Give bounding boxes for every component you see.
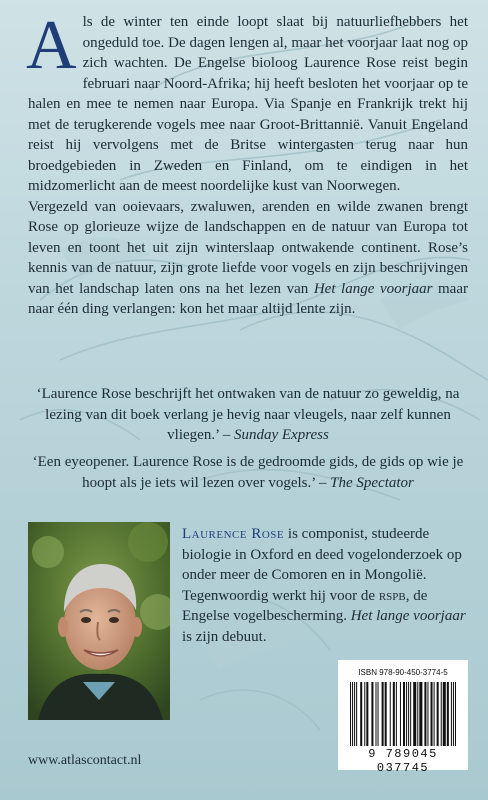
barcode-bar (393, 682, 395, 746)
book-title-inline: Het lange voorjaar (350, 608, 466, 624)
barcode-bar (371, 682, 373, 746)
book-title-inline: Het lange voorjaar (313, 280, 433, 297)
quote-text: ‘Laurence Rose beschrijft het ontwaken van de natuur zo geweldig, na lezing van dit boek verlang je hevig naar vleugels, naar zelf kunnen vliegen.’ – (36, 386, 460, 443)
blurb-paragraph-1 (26, 7, 468, 197)
barcode-bar (417, 682, 418, 746)
barcode-bar (408, 682, 409, 746)
barcode-bar (366, 682, 368, 746)
barcode-bar (406, 682, 407, 746)
barcode-bar (447, 682, 449, 746)
barcode-bar (354, 682, 355, 746)
author-bio (182, 524, 468, 647)
barcode-bar (396, 682, 397, 746)
isbn-label: ISBN 978-90-450-3774-5 (358, 668, 448, 677)
drop-cap: A (26, 7, 77, 84)
barcode-bar (424, 682, 426, 746)
barcode-bar (352, 682, 353, 746)
barcode-bar (410, 682, 411, 746)
blurb-paragraph-2-text: Vergezeld van ooievaars, zwaluwen, arenden en wilde zwanen brengt Rose op glorieuze wijze de landschappen en de natuur van Europa tot leven en toont het uit zijn winterslaap ontwakende continent. Rose’s kennis van de natuur, zijn grote liefde voor vogels en zijn beschrijvingen van het landschap laten ons na het lezen van (28, 198, 468, 297)
barcode-bar (431, 682, 433, 746)
barcode-bar (356, 682, 357, 746)
rspb-abbreviation: rspb (378, 587, 406, 604)
author-photo (28, 522, 170, 720)
barcode-bar (385, 682, 387, 746)
blurb-paragraph-2 (28, 197, 468, 320)
barcode-bar (453, 682, 454, 746)
author-bio-part-1: is componist, studeerde biologie in Oxford en deed vogelonderzoek op onder meer de Comoren en in Mongolië. Tegenwoordig werkt hij voor de (182, 526, 462, 604)
barcode-bar (419, 682, 422, 746)
quote-source: Sunday Express (233, 427, 329, 443)
barcode-bar (382, 682, 384, 746)
barcode-bar (455, 682, 456, 746)
author-bio-part-2: , de Engelse vogelbescherming. (182, 587, 428, 624)
barcode-bar (427, 682, 428, 746)
publisher-website[interactable]: www.atlascontact.nl (28, 753, 142, 768)
barcode-bar (360, 682, 362, 746)
barcode-bar (364, 682, 365, 746)
review-quote-1 (28, 384, 468, 446)
barcode-bar (403, 682, 405, 746)
isbn-barcode (338, 660, 468, 775)
barcode-bar (443, 682, 446, 746)
barcode-bar (434, 682, 435, 746)
barcode-bar (378, 682, 379, 746)
author-name: Laurence Rose (182, 526, 285, 542)
barcode-bar (441, 682, 442, 746)
barcode-bar (413, 682, 416, 746)
quote-text: ‘Een eyeopener. Laurence Rose is de gedroomde gids, de gids op wie je hoopt als je iets wil lezen over vogels.’ – (32, 454, 464, 491)
barcode-bar (400, 682, 401, 746)
quote-source: The Spectator (330, 474, 414, 491)
blurb-paragraph-2-end: maar naar één ding verlangen: kon het maar altijd lente zijn. (28, 280, 468, 317)
author-portrait-illustration (28, 522, 170, 720)
barcode-bar (350, 682, 351, 746)
blurb-paragraph-1-text: ls de winter ten einde loopt slaat bij natuurliefhebbers het ongeduld toe. De dagen lengen al, maar het voorjaar laat nog op zich wachten. De Engelse bioloog Laurence Rose reist begin februari naar Noord-Afrika; hij heeft besloten het voorjaar op te halen en mee te nemen naar Europa. Via Spanje en Frankrijk trekt hij met de terugkerende vogels mee naar Groot-Brittannië. Vanuit Engeland reist hij vervolgens met de Britse wintergasten terug naar hun broedgebieden in Zweden en Finland, om te eindigen in het midzomerlicht aan de meest noordelijke kust van Noorwegen. (28, 14, 468, 194)
review-quote-2 (28, 452, 468, 493)
barcode-bar (437, 682, 439, 746)
barcode-digits: 9 789045 037745 (368, 747, 438, 775)
author-bio-part-3: is zijn debuut. (182, 628, 267, 645)
barcode-bar (375, 682, 376, 746)
barcode-bar (451, 682, 452, 746)
barcode-bars (350, 682, 456, 746)
blurb-text (26, 7, 468, 320)
barcode-bar (390, 682, 391, 746)
